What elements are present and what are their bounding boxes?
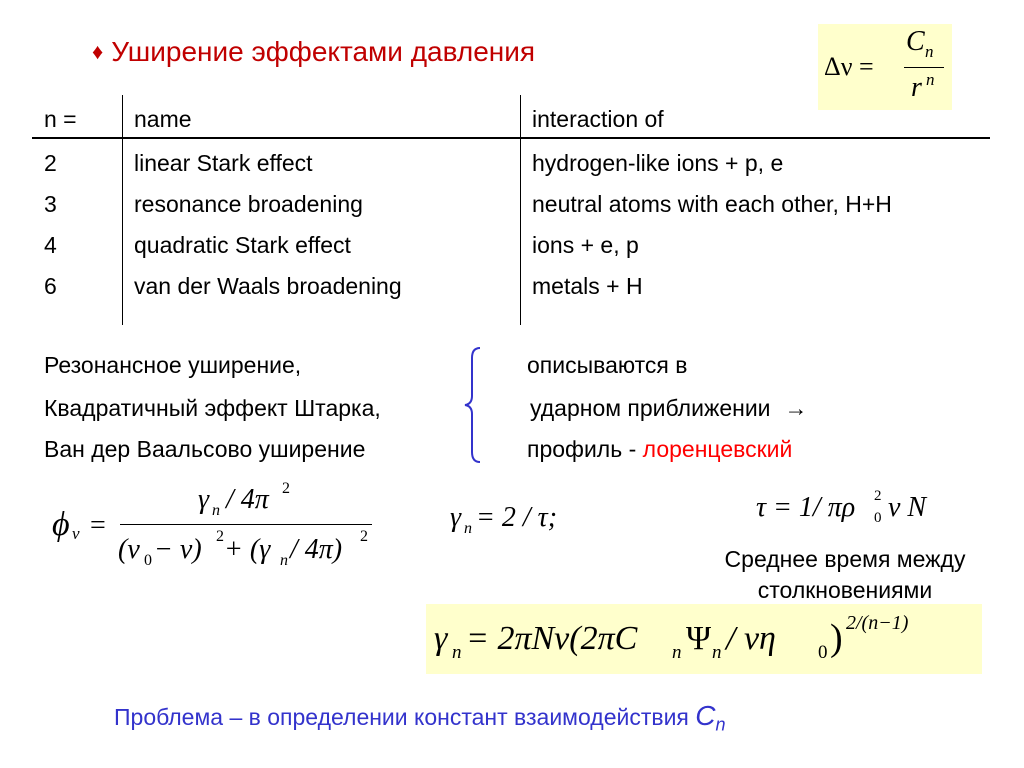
slide-title-text: Уширение эффектами давления bbox=[111, 36, 536, 67]
den-d: / 4π) bbox=[290, 534, 343, 565]
gamma-tau-rest: = 2 / τ; bbox=[476, 502, 558, 533]
formula-gamma-tau bbox=[450, 500, 590, 544]
den-c: + (γ bbox=[224, 534, 271, 565]
row-name: linear Stark effect bbox=[134, 150, 313, 176]
den-c-sub: n bbox=[280, 552, 288, 569]
den-a-sub: 0 bbox=[144, 552, 152, 569]
gn-psi: Ψ bbox=[686, 620, 712, 657]
den-sup1: 2 bbox=[216, 528, 224, 545]
row-interaction: hydrogen-like ions + p, e bbox=[532, 150, 784, 176]
num-gamma-sub: n bbox=[212, 502, 220, 519]
formula-tau bbox=[756, 488, 956, 532]
tau-lhs: τ = 1/ πρ bbox=[756, 492, 856, 523]
right-list-line3 bbox=[527, 436, 792, 463]
tau-rest: v N bbox=[888, 492, 927, 523]
bottom-note-cn: C bbox=[695, 700, 716, 731]
left-list-item: Ван дер Ваальсово уширение bbox=[44, 436, 366, 462]
gamma-sub: n bbox=[464, 520, 472, 537]
formula-delta-nu-r: r bbox=[911, 72, 922, 103]
right-list-line1: описываются в bbox=[527, 352, 688, 378]
row-n: 2 bbox=[44, 150, 57, 176]
formula-lorentz-profile bbox=[50, 480, 380, 580]
row-n: 3 bbox=[44, 191, 57, 217]
table-divider-1 bbox=[122, 95, 123, 325]
den-sup2: 2 bbox=[360, 528, 368, 545]
row-name: quadratic Stark effect bbox=[134, 232, 351, 258]
gn-rest: / vη bbox=[726, 620, 776, 657]
curly-brace-icon bbox=[462, 346, 488, 464]
row-interaction: ions + e, p bbox=[532, 232, 639, 258]
den-a: (ν bbox=[118, 534, 140, 565]
formula-delta-nu bbox=[818, 24, 952, 110]
right-arrow-icon: → bbox=[784, 396, 808, 421]
den-b: − ν) bbox=[154, 534, 202, 565]
row-name: van der Waals broadening bbox=[134, 273, 402, 299]
num-rest: / 4π bbox=[226, 484, 269, 515]
header-name: name bbox=[134, 106, 192, 132]
tau-sup: 2 bbox=[874, 488, 882, 504]
gn-gamma: γ bbox=[434, 620, 448, 657]
phi-fraction-bar bbox=[120, 524, 372, 525]
phi-sub: ν bbox=[72, 524, 80, 543]
header-n: n = bbox=[44, 106, 77, 132]
gn-main: = 2πNv(2πC bbox=[466, 620, 638, 657]
gn-psi-sub: n bbox=[712, 642, 722, 663]
fraction-bar bbox=[904, 67, 944, 68]
bottom-note bbox=[114, 700, 726, 736]
slide-title bbox=[92, 36, 535, 68]
row-interaction: metals + H bbox=[532, 273, 643, 299]
formula-gamma-n bbox=[426, 604, 982, 674]
tau-caption-line2: столкновениями bbox=[757, 577, 933, 603]
bottom-note-text: Проблема – в определении констант взаимодействия bbox=[114, 704, 689, 730]
right-list-line2-text: ударном приближении bbox=[530, 395, 771, 421]
lorentz-profile-label: лоренцевский bbox=[642, 436, 793, 462]
gn-close-paren: ) bbox=[830, 617, 843, 659]
row-n: 4 bbox=[44, 232, 57, 258]
phi-equals: = bbox=[90, 510, 106, 541]
num-gamma: γ bbox=[198, 484, 210, 515]
gamma-symbol: γ bbox=[450, 502, 462, 533]
formula-delta-nu-lhs: Δν = bbox=[824, 52, 874, 81]
phi-symbol: ϕ bbox=[52, 506, 70, 543]
table-header-rule bbox=[32, 137, 990, 139]
row-name: resonance broadening bbox=[134, 191, 363, 217]
formula-delta-nu-c: C bbox=[906, 26, 925, 57]
gn-eta-sub: 0 bbox=[818, 642, 828, 663]
num-sup: 2 bbox=[282, 480, 290, 497]
right-list-line3-prefix: профиль - bbox=[527, 436, 637, 462]
diamond-bullet-icon: ♦ bbox=[92, 39, 104, 64]
gn-gamma-sub: n bbox=[452, 642, 462, 663]
header-interaction: interaction of bbox=[532, 106, 664, 132]
bottom-note-cn-sub: n bbox=[715, 714, 726, 735]
row-n: 6 bbox=[44, 273, 57, 299]
gn-c-sub: n bbox=[672, 642, 682, 663]
formula-delta-nu-c-sub: n bbox=[925, 42, 934, 61]
left-list-item: Квадратичный эффект Штарка, bbox=[44, 395, 381, 421]
tau-sub: 0 bbox=[874, 510, 882, 526]
formula-delta-nu-r-sup: n bbox=[926, 70, 935, 89]
left-list-item: Резонансное уширение, bbox=[44, 352, 302, 378]
right-list-line2 bbox=[530, 395, 808, 422]
row-interaction: neutral atoms with each other, H+H bbox=[532, 191, 892, 217]
table-divider-2 bbox=[520, 95, 521, 325]
tau-caption bbox=[680, 544, 1010, 606]
tau-caption-line1: Среднее время между bbox=[724, 546, 966, 572]
gn-exponent: 2/(n−1) bbox=[846, 612, 909, 634]
